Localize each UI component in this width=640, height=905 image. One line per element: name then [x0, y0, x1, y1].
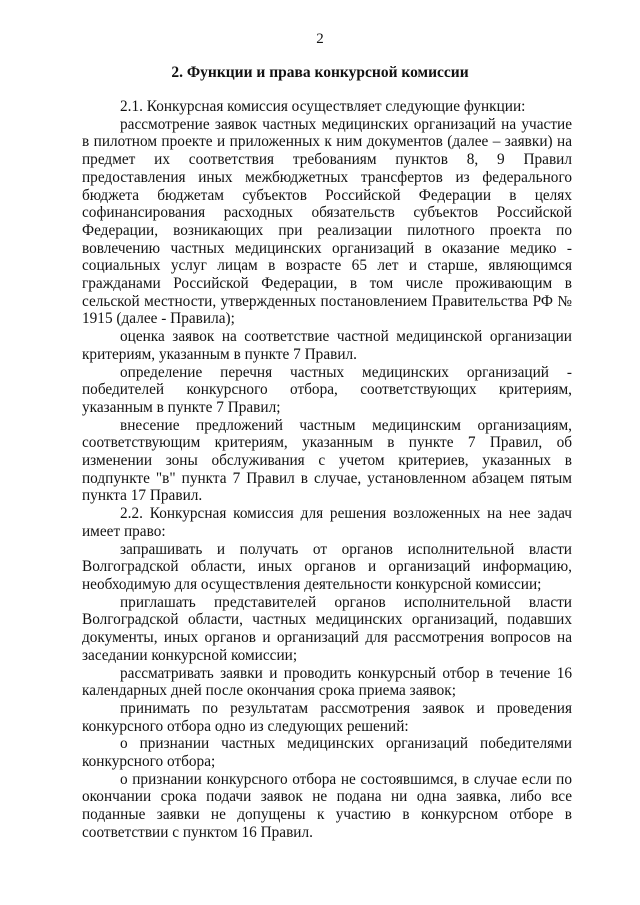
document-body — [82, 98, 572, 842]
page-number: 2 — [316, 31, 324, 47]
paragraph-decision-failed: о признании конкурсного отбора не состоявшимся, в случае если по окончании срока подачи заявок не подана ни одна заявка, либо все поданные заявки не допущены к участию в конкурсном отборе в соответствии с пунктом 16 Правил. — [82, 770, 572, 841]
paragraph-decision-winners: о признании частных медицинских организаций победителями конкурсного отбора; — [82, 735, 572, 771]
section-title: 2. Функции и права конкурсной комиссии — [171, 64, 469, 81]
paragraph-evaluation: оценка заявок на соответствие частной медицинской организации критериям, указанным в пункте 7 Правил. — [82, 328, 572, 363]
paragraph-2-1-intro: 2.1. Конкурсная комиссия осуществляет следующие функции: — [120, 98, 526, 115]
paragraph-review-period: рассматривать заявки и проводить конкурсный отбор в течение 16 календарных дней после окончания срока приема заявок; — [82, 664, 572, 700]
paragraph-request-info: запрашивать и получать от органов исполнительной власти Волгоградской области, иных органов и организаций информацию, необходимую для осуществления деятельности конкурсной комиссии; — [82, 540, 572, 593]
paragraph-winners-list: определение перечня частных медицинских организаций - победителей конкурсного отбора, соответствующих критериям, указанным в пункте 7 Правил; — [82, 363, 572, 416]
paragraph-proposals: внесение предложений частным медицинским организациям, соответствующим критериям, указанным в пункте 7 Правил, об изменении зоны обслуживания с учетом критериев, указанных в подпункте "в" пункта 7 Правил в случае, установленном абзацем пятым пункта 17 Правил. — [82, 416, 572, 505]
paragraph-review-applications: рассмотрение заявок частных медицинских организаций на участие в пилотном проекте и приложенных к ним документов (далее – заявки) на предмет их соответствия требованиям пунктов 8, 9 Правил предоставления иных межбюджетных трансфертов из федерального бюджета бюджетам субъектов Российской Федерации в целях софинансирования расходных обязательств субъектов Российской Федерации, возникающих при реализации пилотного проекта по вовлечению частных медицинских организаций в оказание медико - социальных услуг лицам в возрасте 65 лет и старше, являющимся гражданами Российской Федерации, в том числе проживающим в сельской местности, утвержденных постановлением Правительства РФ № 1915 (далее - Правила); — [82, 115, 572, 328]
paragraph-2-2-intro: 2.2. Конкурсная комиссия для решения возложенных на нее задач имеет право: — [82, 505, 572, 540]
paragraph-invite-representatives: приглашать представителей органов исполнительной власти Волгоградской области, частных медицинских организаций, подавших документы, иных органов и организаций для рассмотрения вопросов на заседании конкурсной комиссии; — [82, 593, 572, 664]
paragraph-decisions: принимать по результатам рассмотрения заявок и проведения конкурсного отбора одно из следующих решений: — [82, 699, 572, 735]
